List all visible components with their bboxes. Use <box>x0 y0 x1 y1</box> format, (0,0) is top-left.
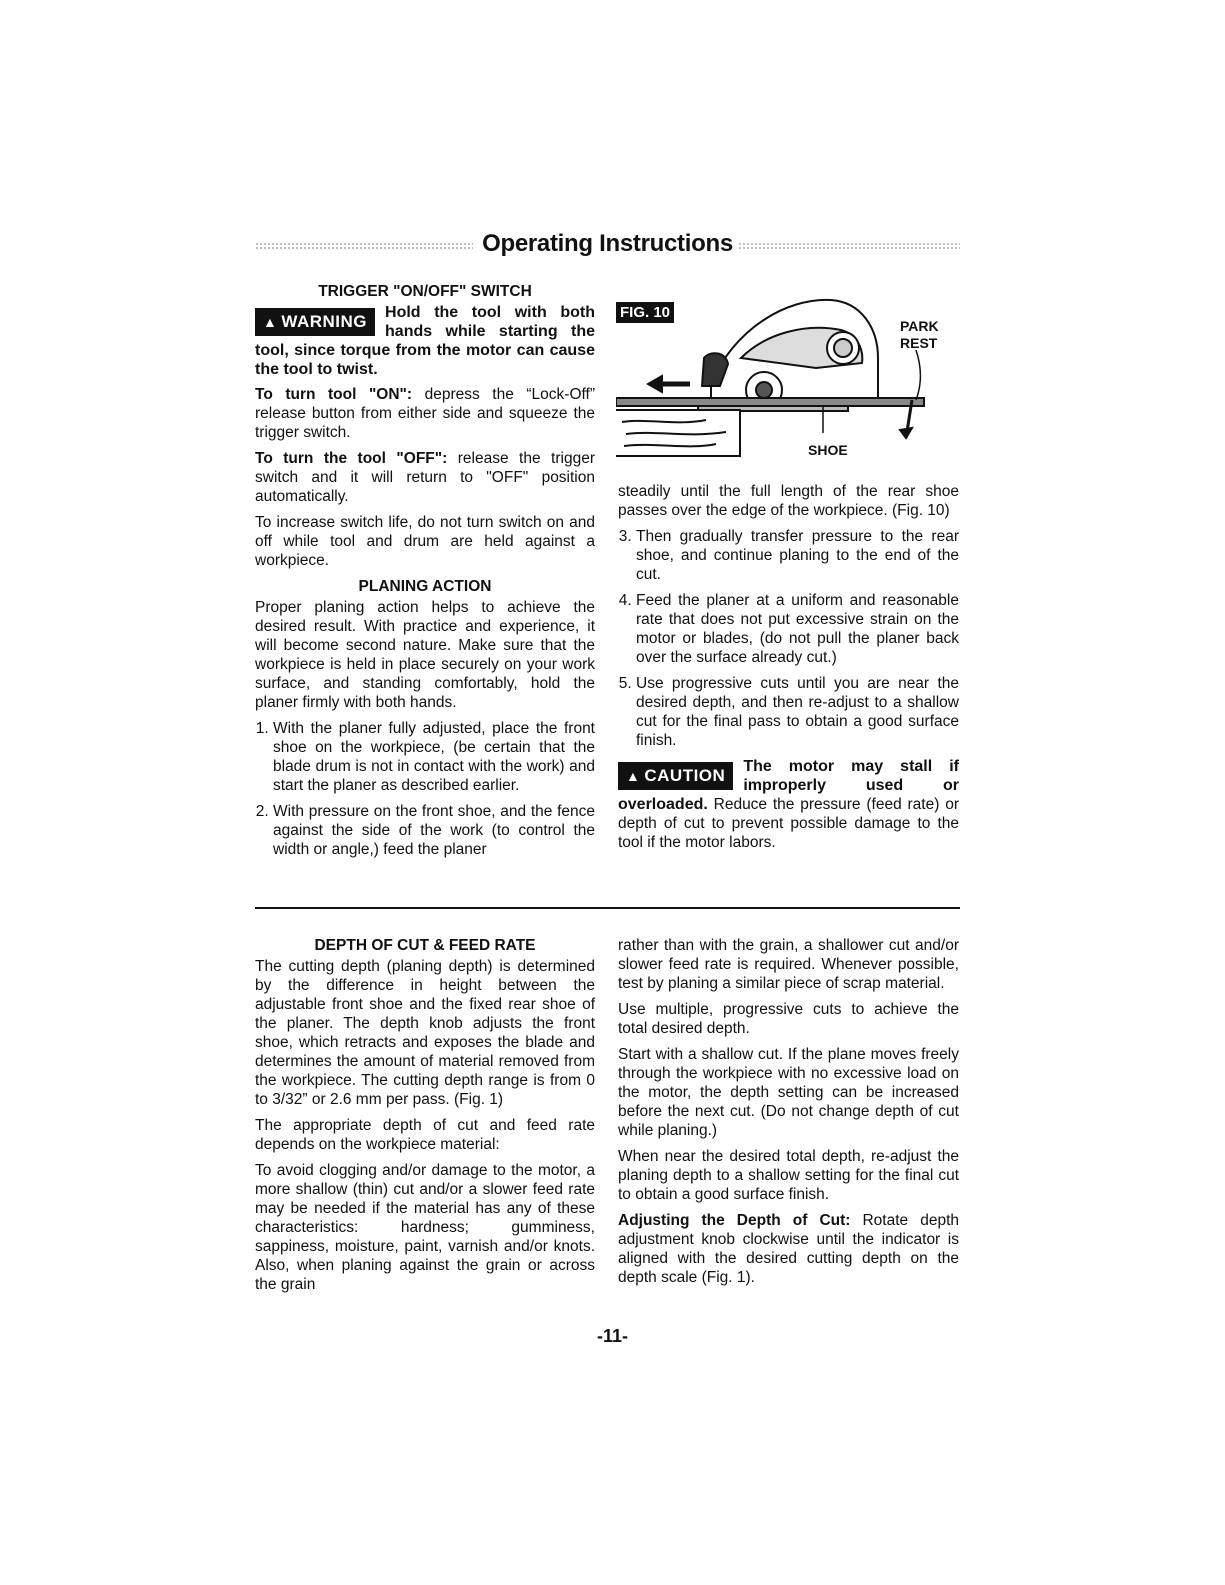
list-item: 1. With the planer fully adjusted, place the front shoe on the workpiece, (be certain that the blade drum is not in contact with the work) and start the planer as described earlier. <box>273 719 595 795</box>
warning-triangle-icon: ▲ <box>626 768 641 784</box>
caution-text: Reduce the pressure (feed rate) or depth of cut to prevent possible damage to the tool if the motor labors. <box>618 796 959 851</box>
list-item: 4. Feed the planer at a uniform and reasonable rate that does not put excessive strain on the motor or blades, (do not pull the planer back over the surface already cut.) <box>636 591 959 667</box>
warning-text: Hold the tool with both hands while starting the tool, since torque from the motor can cause the tool to twist. <box>255 304 595 378</box>
adjust-depth-text: Rotate depth adjustment knob clockwise until the indicator is aligned with the desired cutting depth on the depth scale (Fig. 1). <box>618 1212 959 1286</box>
adjust-depth-lead: Adjusting the Depth of Cut: <box>618 1212 851 1229</box>
warning-triangle-icon: ▲ <box>263 314 278 330</box>
step-2-continued: steadily until the full length of the rear shoe passes over the edge of the workpiece. (Fig. 10) <box>618 483 959 519</box>
page-title: Operating Instructions <box>482 230 733 257</box>
figure-10 <box>616 288 961 468</box>
right-column-bottom <box>618 936 959 1294</box>
adjust-depth-paragraph <box>618 1211 959 1287</box>
page-header <box>255 226 960 262</box>
shoe-label: SHOE <box>808 442 848 458</box>
right-column-top <box>618 482 959 858</box>
planing-action-paragraph: Proper planing action helps to achieve the desired result. With practice and experience, it will become second nature. Make sure that the workpiece is held in place securely on your work surface, and standing comfortably, hold the planer firmly with both hands. <box>255 599 595 711</box>
planing-steps-list-continued <box>618 527 959 750</box>
depth-paragraph-1: The cutting depth (planing depth) is determined by the difference in height between the adjustable front shoe and the fixed rear shoe of the planer. The depth knob adjusts the front shoe, which retracts and exposes the blade and determines the amount of material removed from the workpiece. The cutting depth range is from 0 to 3/32” or 2.6 mm per pass. (Fig. 1) <box>255 958 595 1108</box>
depth-paragraph-3: To avoid clogging and/or damage to the motor, a more shallow (thin) cut and/or a slower feed rate may be needed if the material has any of these characteristics: hardness; gumminess, sappiness, moisture, paint, varnish and/or knots. Also, when planing against the grain or across the grain <box>255 1162 595 1293</box>
depth-of-cut-heading: DEPTH OF CUT & FEED RATE <box>314 937 536 954</box>
list-item: 5. Use progressive cuts until you are near the desired depth, and then re-adjust to a shallow cut for the final pass to obtain a good surface finish. <box>636 674 959 750</box>
depth-paragraph-7: When near the desired total depth, re-adjust the planing depth to a shallow setting for the final cut to obtain a good surface finish. <box>618 1148 959 1203</box>
depth-paragraph-6: Start with a shallow cut. If the plane moves freely through the workpiece with no excessive load on the motor, the depth setting can be increased before the next cut. (Do not change depth of cut while planing.) <box>618 1046 959 1139</box>
caution-badge-label: CAUTION <box>644 766 726 785</box>
turn-off-paragraph <box>255 449 595 506</box>
turn-on-paragraph <box>255 385 595 442</box>
depth-paragraph-5: Use multiple, progressive cuts to achieve the total desired depth. <box>618 1001 959 1037</box>
page-number: -11- <box>596 1326 629 1346</box>
warning-badge <box>255 308 375 336</box>
switch-life-paragraph: To increase switch life, do not turn switch on and off while tool and drum are held against a workpiece. <box>255 514 595 569</box>
figure-badge: FIG. 10 <box>616 302 674 323</box>
left-column-top <box>255 282 595 866</box>
list-item: 3. Then gradually transfer pressure to the rear shoe, and continue planing to the end of the cut. <box>636 527 959 584</box>
turn-off-text: release the trigger switch and it will return to "OFF" position automatically. <box>255 450 595 505</box>
trigger-switch-heading: TRIGGER "ON/OFF" SWITCH <box>318 283 532 300</box>
planing-steps-list <box>255 719 595 859</box>
planing-action-heading: PLANING ACTION <box>358 578 492 595</box>
depth-paragraph-4: rather than with the grain, a shallower cut and/or slower feed rate is required. Whenever possible, test by planing a similar piece of scrap material. <box>618 937 959 992</box>
warning-badge-label: WARNING <box>281 312 368 331</box>
turn-off-lead: To turn the tool "OFF": <box>255 450 448 467</box>
header-dot-rule-right <box>738 242 960 250</box>
caution-block <box>618 757 959 852</box>
section-divider <box>255 907 960 909</box>
turn-on-text: depress the “Lock-Off” release button from either side and squeeze the trigger switch. <box>255 386 595 441</box>
list-item: 2. With pressure on the front shoe, and the fence against the side of the work (to control the width or angle,) feed the planer <box>273 802 595 859</box>
park-rest-label: PARK REST <box>900 318 939 351</box>
depth-paragraph-2: The appropriate depth of cut and feed rate depends on the workpiece material: <box>255 1117 595 1153</box>
warning-block <box>255 303 595 379</box>
left-column-bottom <box>255 936 595 1301</box>
turn-on-lead: To turn tool "ON": <box>255 386 413 403</box>
planer-illustration <box>616 288 961 468</box>
caution-bold-text: The motor may stall if improperly used or overloaded. <box>618 758 959 813</box>
caution-badge <box>618 762 733 790</box>
